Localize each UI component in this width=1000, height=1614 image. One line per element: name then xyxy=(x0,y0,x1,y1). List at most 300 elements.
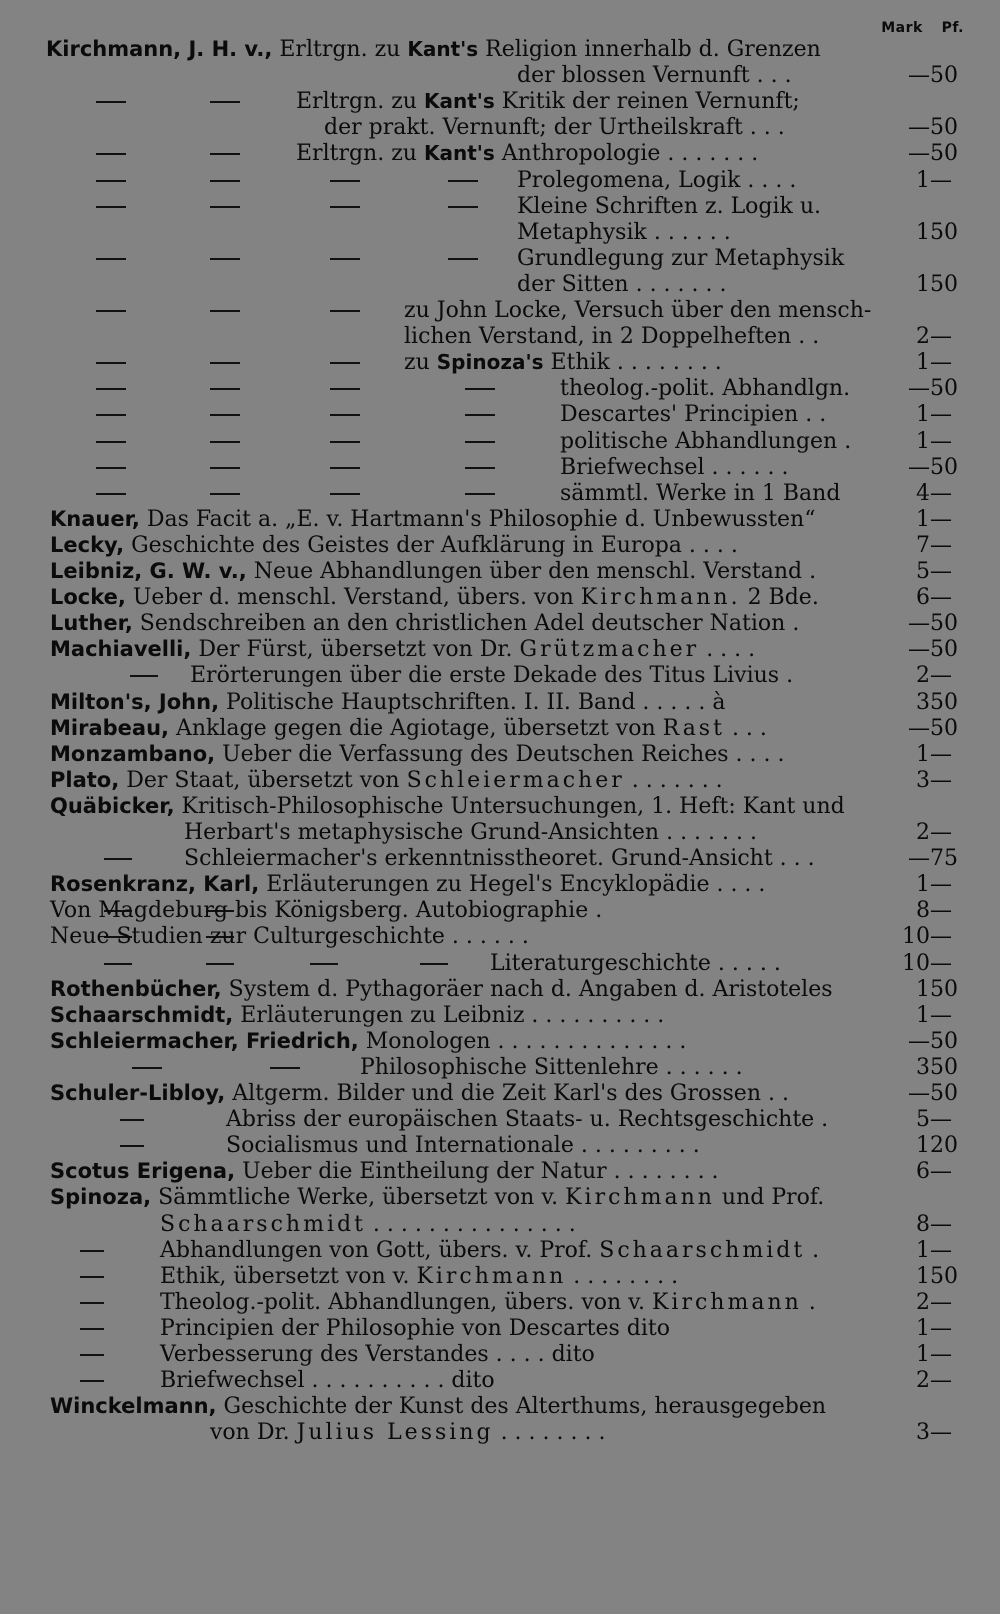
entry-text xyxy=(560,401,826,428)
entry-text xyxy=(296,140,758,167)
entry-title: der Sitten . . . . . . . xyxy=(517,271,727,297)
ditto-dash xyxy=(96,388,126,390)
ditto-dash xyxy=(80,1276,104,1278)
entry-title: Sämmtliche Werke, übersetzt von v. xyxy=(151,1185,566,1211)
price-pfennig: — xyxy=(930,1211,952,1237)
ditto-dash xyxy=(330,180,360,182)
author-name: Quäbicker, xyxy=(50,793,175,818)
price-mark: 2 xyxy=(916,663,930,689)
price-column-header xyxy=(881,20,964,36)
entry-title-continued: . . . . . . . . . . . . . . . xyxy=(365,1211,576,1237)
catalog-entry xyxy=(0,428,1000,455)
price-pfennig: 50 xyxy=(930,141,958,167)
ditto-dash xyxy=(310,963,338,965)
price-pfennig: — xyxy=(930,506,952,532)
entry-text xyxy=(517,219,731,246)
entry-text xyxy=(50,1080,789,1107)
author-name: Luther, xyxy=(50,611,133,636)
ditto-dash xyxy=(96,493,126,495)
entry-title: Neue Abhandlungen über den menschl. Verstand . xyxy=(246,559,817,584)
catalog-entry xyxy=(0,1419,1000,1446)
ditto-dash xyxy=(210,258,240,260)
entry-title: zu xyxy=(404,350,437,376)
entry-title: Anklage gegen die Agiotage, übersetzt von xyxy=(169,715,663,741)
entry-title-continued: . . . xyxy=(724,715,767,741)
entry-text xyxy=(50,767,723,794)
referenced-author: Kant's xyxy=(423,141,495,166)
price-mark: — xyxy=(908,715,930,741)
entry-text xyxy=(50,689,725,716)
catalog-entry xyxy=(0,506,1000,533)
ditto-dash xyxy=(210,206,240,208)
catalog-entry xyxy=(0,167,1000,194)
price-mark: 10 xyxy=(902,950,930,976)
entry-title: Socialismus und Internationale . . . . . . . . . xyxy=(226,1133,700,1159)
catalog-entry xyxy=(0,689,1000,716)
ditto-dash xyxy=(465,388,495,390)
price-mark: 1 xyxy=(916,872,930,898)
catalog-entry xyxy=(0,140,1000,167)
entry-text xyxy=(50,976,833,1003)
ditto-dash xyxy=(420,963,448,965)
entry-title: zu John Locke, Versuch über den mensch- xyxy=(404,298,872,323)
catalog-entry xyxy=(0,323,1000,350)
entry-title: Der Staat, übersetzt von xyxy=(119,767,407,793)
ditto-dash xyxy=(465,414,495,416)
entry-text xyxy=(50,793,845,820)
translator-name: Kirchmann xyxy=(565,1185,715,1211)
price-mark: 7 xyxy=(916,532,930,558)
entry-text xyxy=(296,88,800,115)
author-name: Scotus Erigena, xyxy=(50,1159,236,1184)
entry-text xyxy=(560,428,851,455)
price-pfennig: 50 xyxy=(930,376,958,402)
pf-header: Pf. xyxy=(941,20,964,36)
ditto-dash xyxy=(210,153,240,155)
ditto-dash xyxy=(210,180,240,182)
ditto-dash xyxy=(465,493,495,495)
entry-title-continued: . xyxy=(805,1237,820,1263)
entry-title: Schleiermacher's erkenntnisstheoret. Grund-Ansicht . . . xyxy=(184,846,815,872)
price-pfennig: — xyxy=(930,1107,952,1133)
ditto-dash xyxy=(210,388,240,390)
price-pfennig: — xyxy=(930,532,952,558)
author-name: Machiavelli, xyxy=(50,637,192,662)
entry-title-continued: Anthropologie . . . . . . . xyxy=(494,141,759,167)
price-mark: — xyxy=(908,846,930,872)
price-pfennig: 20 xyxy=(930,1133,958,1159)
catalog-entry xyxy=(0,480,1000,507)
entry-title-continued: Ethik . . . . . . . . xyxy=(543,350,722,376)
entry-text xyxy=(46,36,821,63)
entry-title: Erltrgn. zu xyxy=(272,37,408,62)
ditto-dash xyxy=(330,310,360,312)
entry-text xyxy=(560,375,850,402)
price-pfennig: — xyxy=(930,872,952,898)
entry-text xyxy=(160,1211,576,1238)
catalog-entry xyxy=(0,1028,1000,1055)
price-pfennig: — xyxy=(930,350,952,376)
author-name: Leibniz, G. W. v., xyxy=(50,559,247,583)
price-mark: 4 xyxy=(916,480,930,506)
catalog-entry xyxy=(0,662,1000,689)
entry-title: Abhandlungen von Gott, übers. v. Prof. xyxy=(160,1237,600,1263)
entry-text xyxy=(517,62,792,89)
catalog-entry xyxy=(0,1054,1000,1081)
price-mark: 1 xyxy=(916,1237,930,1263)
catalog-entry xyxy=(0,454,1000,481)
catalog-entry xyxy=(0,1315,1000,1342)
catalog-entry xyxy=(0,114,1000,141)
catalog-entry xyxy=(0,193,1000,220)
catalog-entry xyxy=(0,1132,1000,1159)
entry-title: Verbesserung des Verstandes . . . . dito xyxy=(160,1342,595,1367)
entry-title: Erörterungen über die erste Dekade des Titus Livius . xyxy=(190,663,794,689)
price-pfennig: 50 xyxy=(930,454,958,480)
catalog-entry xyxy=(0,1080,1000,1107)
price-pfennig: — xyxy=(930,1368,952,1394)
entry-title: der prakt. Vernunft; der Urtheilskraft . . . xyxy=(324,115,785,141)
author-name: Plato, xyxy=(50,767,120,792)
price-pfennig: — xyxy=(930,950,952,976)
ditto-dash xyxy=(210,310,240,312)
entry-text xyxy=(404,349,722,376)
price-mark: — xyxy=(908,611,930,637)
catalog-entry xyxy=(0,375,1000,402)
price-mark: 1 xyxy=(916,976,930,1002)
price-mark: 3 xyxy=(916,1054,930,1080)
author-name: Schaarschmidt, xyxy=(50,1002,234,1027)
entry-title: Altgerm. Bilder und die Zeit Karl's des Grossen . . xyxy=(225,1081,789,1106)
entry-title-continued: 2 Bde. xyxy=(740,585,819,611)
entry-text xyxy=(50,558,816,585)
entry-text xyxy=(50,897,602,924)
catalog-entry xyxy=(0,88,1000,115)
entry-title: Descartes' Principien . . xyxy=(560,402,827,428)
price-pfennig: 50 xyxy=(930,1081,958,1106)
entry-title: Kritisch-Philosophische Untersuchungen, 1. Heft: Kant und xyxy=(174,793,845,819)
entry-text xyxy=(50,715,767,742)
ditto-dash xyxy=(104,963,132,965)
ditto-dash xyxy=(120,1145,144,1147)
entry-title: Das Facit a. „E. v. Hartmann's Philosophie d. Unbewussten“ xyxy=(139,506,816,532)
entry-title: Ueber die Eintheilung der Natur . . . . . . . . xyxy=(235,1159,719,1185)
catalog-entry xyxy=(0,401,1000,428)
entry-text xyxy=(50,1158,719,1185)
ditto-dash xyxy=(80,1250,104,1252)
price-mark: 1 xyxy=(916,350,930,376)
ditto-dash xyxy=(448,258,478,260)
price-pfennig: — xyxy=(930,480,952,506)
price-pfennig: 50 xyxy=(930,1028,958,1054)
entry-title: Ethik, übersetzt von v. xyxy=(160,1263,417,1289)
catalog-entry xyxy=(0,1367,1000,1394)
price-mark: 3 xyxy=(916,689,930,715)
author-name: Winckelmann, xyxy=(50,1394,217,1419)
entry-text xyxy=(210,1419,605,1446)
catalog-entry xyxy=(0,793,1000,820)
price-pfennig: — xyxy=(930,1420,952,1446)
price-pfennig: — xyxy=(930,924,952,950)
entry-title: Monologen . . . . . . . . . . . . . . xyxy=(358,1028,687,1054)
price-mark: 6 xyxy=(916,1159,930,1185)
catalog-entry xyxy=(0,1263,1000,1290)
catalog-entry xyxy=(0,219,1000,246)
catalog-entry xyxy=(0,636,1000,663)
ditto-dash xyxy=(80,1328,104,1330)
referenced-author: Kant's xyxy=(407,37,479,61)
catalog-entry xyxy=(0,845,1000,872)
entry-title: Theolog.-polit. Abhandlungen, übers. von v. xyxy=(160,1289,652,1315)
catalog-entry xyxy=(0,1289,1000,1316)
entry-title: System d. Pythagoräer nach d. Angaben d. Aristoteles xyxy=(221,976,833,1002)
entry-title: Erltrgn. zu xyxy=(296,141,424,167)
price-pfennig: 50 xyxy=(930,689,958,715)
entry-title: Geschichte der Kunst des Alterthums, herausgegeben xyxy=(216,1394,827,1420)
price-pfennig: — xyxy=(930,402,952,428)
entry-title: Literaturgeschichte . . . . . xyxy=(490,950,781,976)
ditto-dash xyxy=(96,414,126,416)
ditto-dash xyxy=(96,362,126,364)
ditto-dash xyxy=(80,1354,104,1356)
ditto-dash xyxy=(96,153,126,155)
price-mark: 3 xyxy=(916,1420,930,1446)
entry-text xyxy=(50,1393,826,1420)
author-name: Spinoza, xyxy=(50,1185,152,1210)
ditto-dash xyxy=(270,1067,300,1069)
catalog-entry xyxy=(0,871,1000,898)
entry-text xyxy=(517,167,796,194)
catalog-entry xyxy=(0,610,1000,637)
ditto-dash xyxy=(210,362,240,364)
ditto-dash xyxy=(96,441,126,443)
entry-title-continued: . . . . xyxy=(699,637,756,663)
catalog-entry xyxy=(0,741,1000,768)
entry-text xyxy=(226,1106,828,1133)
entry-title: Neue Studien zur Culturgeschichte . . . . . . xyxy=(50,924,529,950)
ditto-dash xyxy=(210,467,240,469)
price-pfennig: — xyxy=(930,559,952,584)
entry-title: Erltrgn. zu xyxy=(296,89,424,115)
entry-title: Prolegomena, Logik . . . . xyxy=(517,167,797,193)
price-mark: 2 xyxy=(916,1368,930,1394)
ditto-dash xyxy=(96,467,126,469)
entry-title: politische Abhandlungen . xyxy=(560,428,852,454)
entry-text xyxy=(184,819,757,846)
entry-title: der blossen Vernunft . . . xyxy=(517,63,792,89)
catalog-entry xyxy=(0,1393,1000,1420)
entry-title: sämmtl. Werke in 1 Band xyxy=(560,480,841,506)
entry-title: Kleine Schriften z. Logik u. xyxy=(517,193,822,219)
price-pfennig: 50 xyxy=(930,63,958,89)
price-mark: 8 xyxy=(916,898,930,924)
entry-text xyxy=(560,454,789,481)
ditto-dash xyxy=(96,180,126,182)
price-pfennig: — xyxy=(930,324,952,350)
entry-title-continued: . xyxy=(801,1289,816,1315)
price-pfennig: — xyxy=(930,585,952,611)
entry-text xyxy=(517,245,844,272)
entry-text xyxy=(226,1132,700,1159)
entry-title-continued: . . . . . . . . xyxy=(493,1420,606,1446)
price-pfennig: — xyxy=(930,1289,952,1315)
price-pfennig: 75 xyxy=(930,846,958,872)
entry-title: Ueber die Verfassung des Deutschen Reiches . . . . xyxy=(215,741,785,767)
entry-title-continued: Religion innerhalb d. Grenzen xyxy=(478,37,821,62)
entry-title: Erläuterungen zu Hegel's Encyklopädie . . . . xyxy=(259,872,766,898)
ditto-dash xyxy=(120,1119,144,1121)
entry-title-continued: . . . . . . . xyxy=(624,767,723,793)
price-mark: 1 xyxy=(916,1315,930,1341)
entry-title-continued: und Prof. xyxy=(714,1185,825,1211)
catalog-entry xyxy=(0,767,1000,794)
entry-text xyxy=(50,636,755,663)
ditto-dash xyxy=(330,441,360,443)
ditto-dash xyxy=(465,441,495,443)
ditto-dash xyxy=(104,858,132,860)
entry-title: theolog.-polit. Abhandlgn. xyxy=(560,376,851,402)
entry-text xyxy=(324,114,785,141)
price-mark: 5 xyxy=(916,559,930,584)
ditto-dash xyxy=(132,1067,162,1069)
catalog-entry xyxy=(0,349,1000,376)
price-mark: — xyxy=(908,141,930,167)
price-mark: 3 xyxy=(916,767,930,793)
translator-name: Kirchmann xyxy=(416,1263,567,1289)
entry-title: Ueber d. menschl. Verstand, übers. von xyxy=(125,585,581,611)
ditto-dash xyxy=(210,493,240,495)
entry-text xyxy=(50,532,738,559)
ditto-dash xyxy=(206,963,234,965)
entry-title: Briefwechsel . . . . . . . . . . dito xyxy=(160,1368,495,1394)
entry-text xyxy=(50,584,819,611)
entry-text xyxy=(50,1028,686,1055)
price-pfennig: 50 xyxy=(930,115,958,141)
entry-title: Metaphysik . . . . . . xyxy=(517,219,731,245)
price-mark: — xyxy=(908,454,930,480)
entry-title: Philosophische Sittenlehre . . . . . . xyxy=(360,1054,743,1080)
catalog-entry xyxy=(0,1211,1000,1238)
price-mark: 2 xyxy=(916,1289,930,1315)
entry-title: lichen Verstand, in 2 Doppelheften . . xyxy=(404,324,820,350)
entry-text xyxy=(490,950,781,977)
ditto-dash xyxy=(96,310,126,312)
entry-title: Der Fürst, übersetzt von Dr. xyxy=(191,637,520,663)
price-mark: 1 xyxy=(916,1263,930,1289)
ditto-dash xyxy=(210,441,240,443)
entry-title: Politische Hauptschriften. I. II. Band . . . . . à xyxy=(219,689,726,715)
price-pfennig: 50 xyxy=(930,219,958,245)
entry-title-continued: Kritik der reinen Vernunft; xyxy=(494,89,800,115)
price-pfennig: — xyxy=(930,1315,952,1341)
entry-title: Grundlegung zur Metaphysik xyxy=(517,245,845,271)
catalog-entry xyxy=(0,1158,1000,1185)
entry-text xyxy=(404,323,819,350)
entry-title: von Dr. xyxy=(210,1420,297,1446)
mark-header: Mark xyxy=(881,20,923,36)
price-pfennig: 50 xyxy=(930,271,958,297)
price-mark: 1 xyxy=(916,219,930,245)
price-pfennig: — xyxy=(930,898,952,924)
catalog-entry xyxy=(0,1184,1000,1211)
catalog-entry xyxy=(0,897,1000,924)
price-pfennig: — xyxy=(930,767,952,793)
translator-name: Schleiermacher xyxy=(406,767,625,793)
ditto-dash xyxy=(330,258,360,260)
entry-text xyxy=(50,1184,824,1211)
ditto-dash xyxy=(465,467,495,469)
entry-text xyxy=(360,1054,743,1081)
catalog-entry xyxy=(0,1106,1000,1133)
ditto-dash xyxy=(330,362,360,364)
entry-title: Geschichte des Geistes der Aufklärung in Europa . . . . xyxy=(124,532,738,558)
ditto-dash xyxy=(210,414,240,416)
ditto-dash xyxy=(96,101,126,103)
entry-title: Briefwechsel . . . . . . xyxy=(560,454,789,480)
price-mark: 1 xyxy=(916,1133,930,1159)
catalog-entry xyxy=(0,271,1000,298)
ditto-dash xyxy=(448,180,478,182)
entry-text xyxy=(160,1237,819,1264)
price-mark: 8 xyxy=(916,1211,930,1237)
price-pfennig: 50 xyxy=(930,637,958,663)
entry-text xyxy=(160,1289,816,1316)
entry-text xyxy=(50,610,799,637)
author-name: Kirchmann, J. H. v., xyxy=(46,37,273,61)
price-mark: 2 xyxy=(916,324,930,350)
catalog-entry xyxy=(0,245,1000,272)
price-mark: — xyxy=(908,63,930,89)
price-pfennig: 50 xyxy=(930,715,958,741)
entry-text xyxy=(160,1263,678,1290)
entry-text xyxy=(50,741,784,768)
author-name: Milton's, John, xyxy=(50,689,220,714)
entry-text xyxy=(160,1341,595,1368)
author-name: Locke, xyxy=(50,585,126,610)
author-name: Knauer, xyxy=(50,506,140,531)
entry-title: Sendschreiben an den christlichen Adel deutscher Nation . xyxy=(132,611,800,637)
price-pfennig: 50 xyxy=(930,976,958,1002)
entry-text xyxy=(50,923,529,950)
price-mark: — xyxy=(908,115,930,141)
catalog-entry xyxy=(0,923,1000,950)
price-mark: 1 xyxy=(916,271,930,297)
catalog-entry xyxy=(0,297,1000,324)
author-name: Schleiermacher, Friedrich, xyxy=(50,1028,359,1053)
catalog-entry xyxy=(0,950,1000,977)
price-mark: 1 xyxy=(916,1342,930,1367)
price-mark: 1 xyxy=(916,1002,930,1028)
translator-name: Kirchmann xyxy=(651,1289,802,1315)
price-mark: — xyxy=(908,1028,930,1054)
catalog-entry xyxy=(0,819,1000,846)
price-mark: 10 xyxy=(902,924,930,950)
entry-text xyxy=(190,662,793,689)
entry-text xyxy=(184,845,815,872)
price-mark: 1 xyxy=(916,428,930,454)
author-name: Rothenbücher, xyxy=(50,976,222,1001)
price-mark: 1 xyxy=(916,506,930,532)
author-name: Monzambano, xyxy=(50,741,216,766)
ditto-dash xyxy=(96,258,126,260)
price-pfennig: — xyxy=(930,428,952,454)
ditto-dash xyxy=(210,101,240,103)
price-mark: 6 xyxy=(916,585,930,611)
ditto-dash xyxy=(130,675,158,677)
author-name: Schuler-Libloy, xyxy=(50,1081,226,1105)
price-pfennig: 50 xyxy=(930,1263,958,1289)
catalog-entry xyxy=(0,976,1000,1003)
